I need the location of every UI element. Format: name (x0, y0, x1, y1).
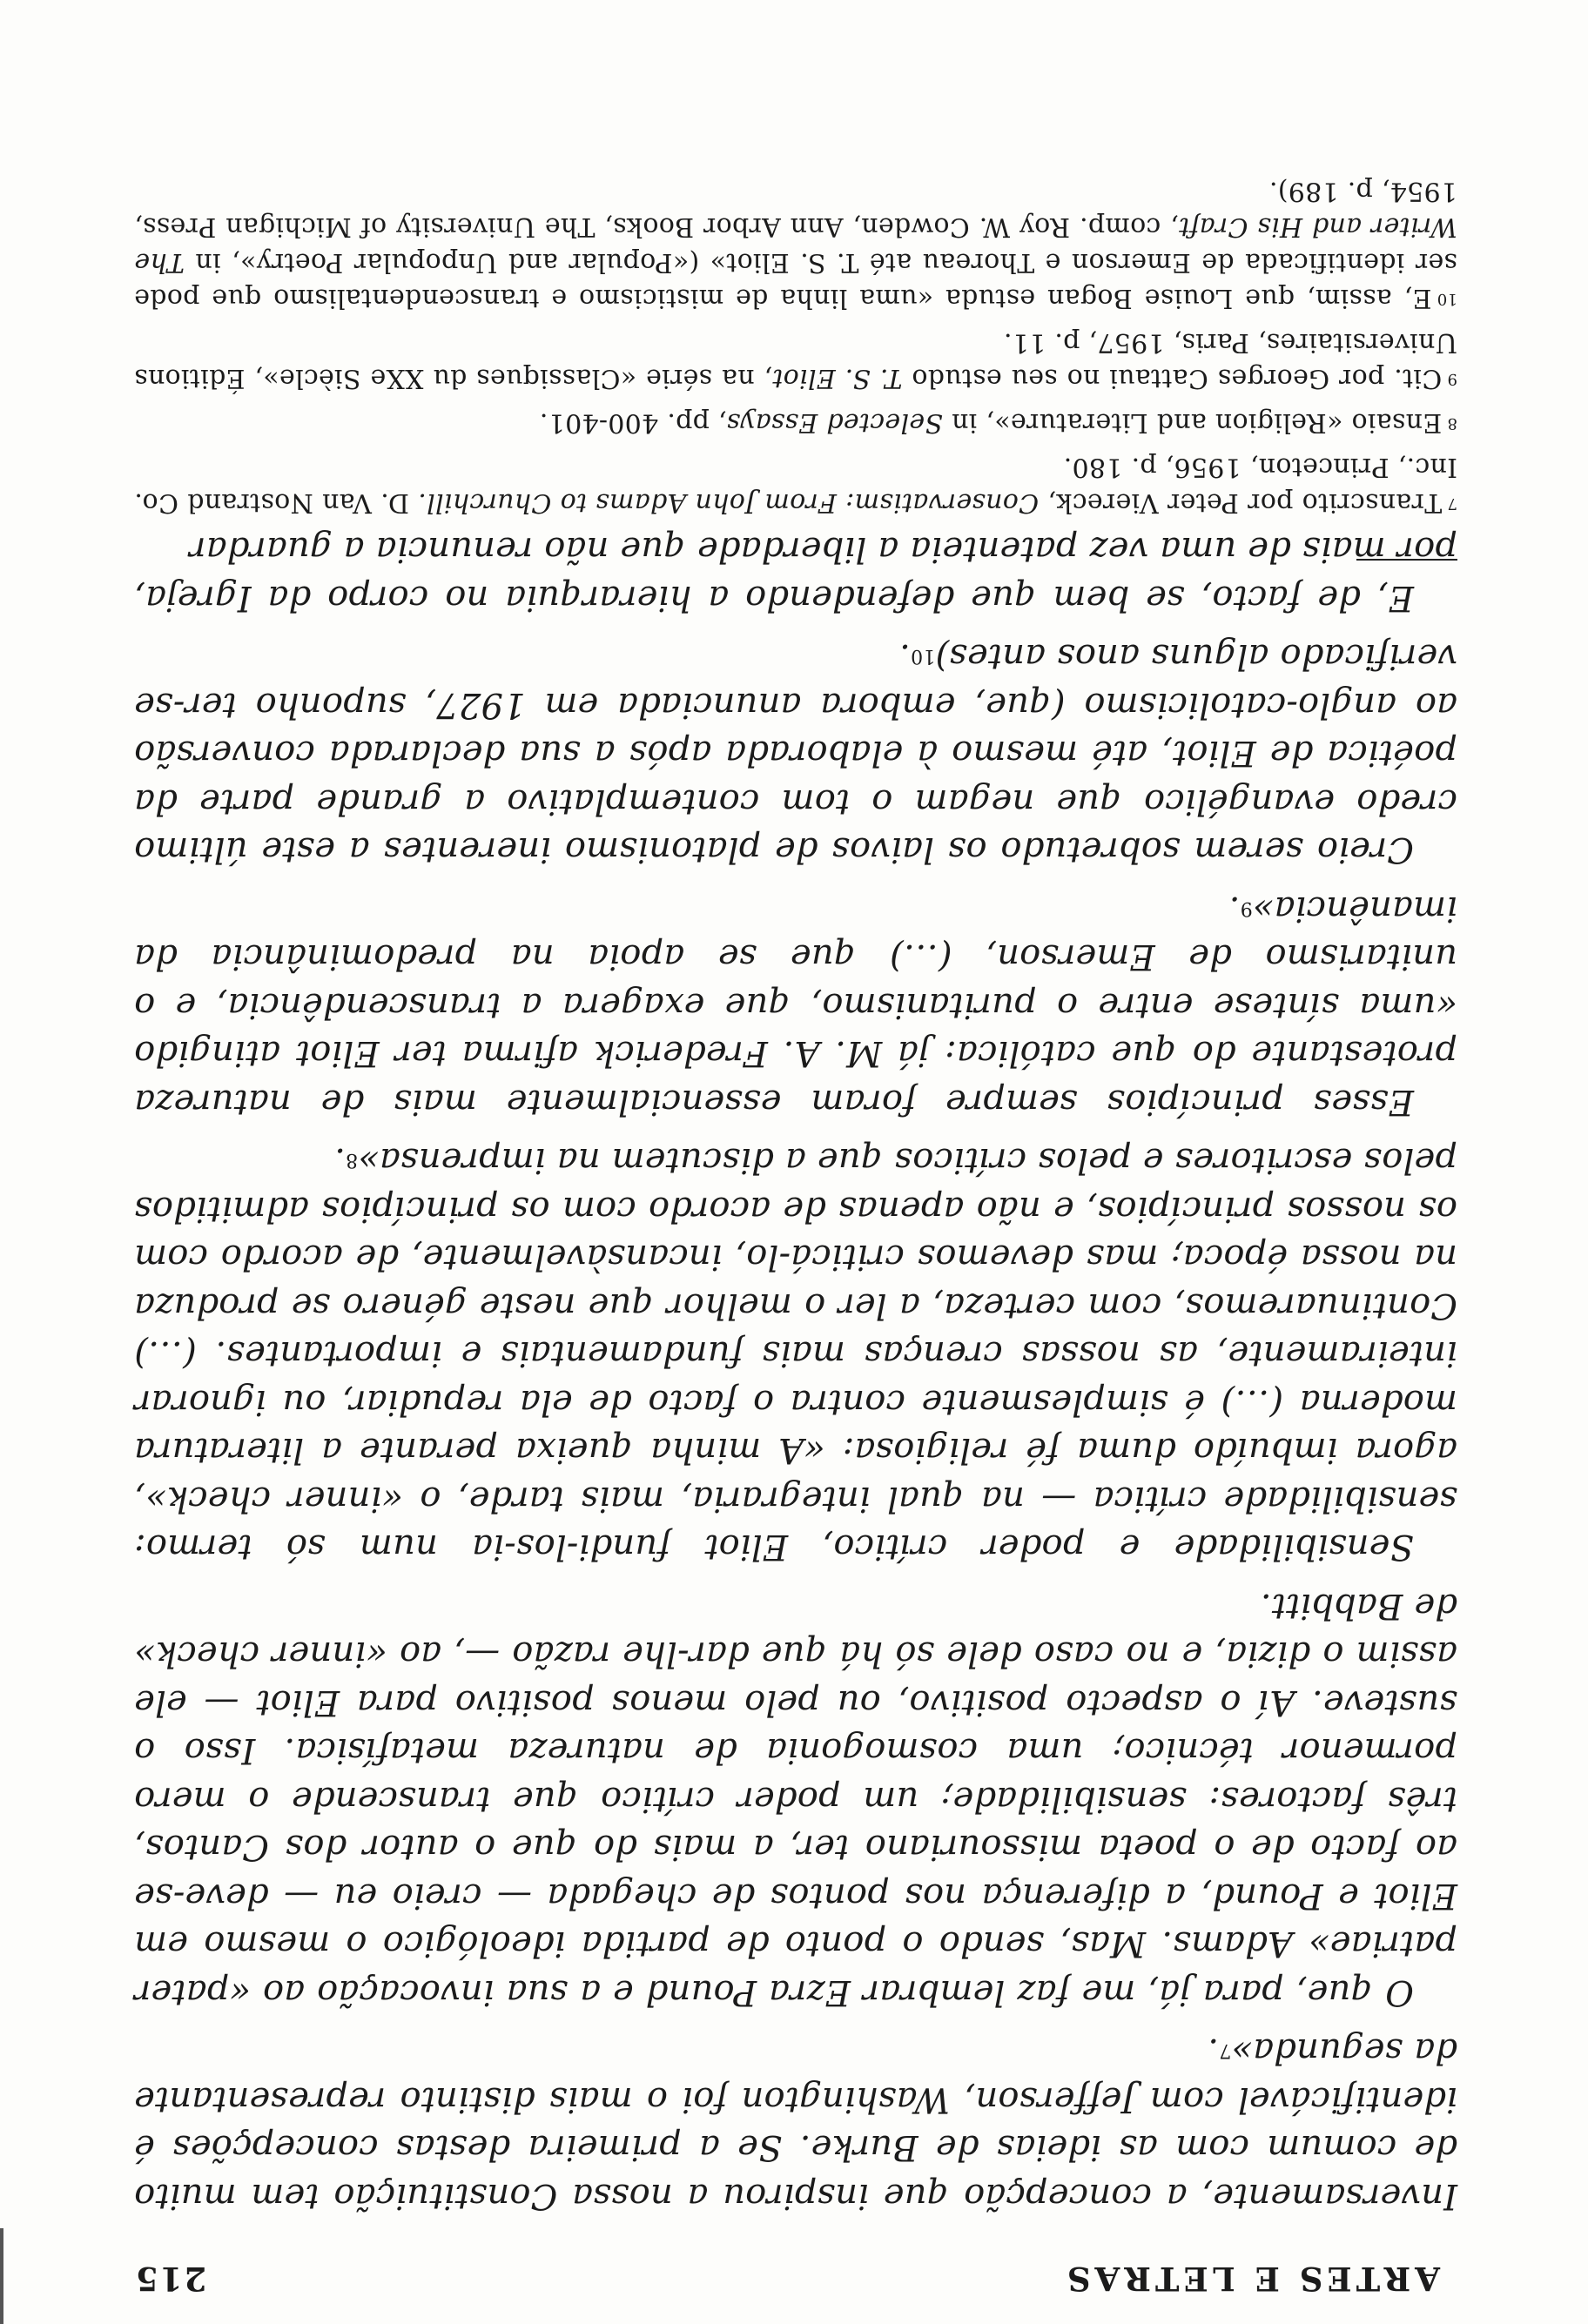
paragraph-3 (134, 1136, 1457, 1571)
footnote-title: T. S. Eliot (772, 363, 903, 393)
paragraph-1-end: . (1208, 2031, 1220, 2072)
footnote-text: Transcrito por Peter Viereck, (1039, 487, 1443, 518)
footnote-title: Selected Essays (726, 407, 943, 438)
paragraph-1 (134, 2026, 1457, 2220)
footnotes (134, 165, 1457, 521)
footnote-7 (134, 449, 1457, 521)
footnote-text: Cit. por Georges Cattaui no seu estudo (902, 363, 1443, 393)
paragraph-1-text: Inversamente, a concepção que inspirou a nossa Constituição tem muito de comum com as ideias de Burke. Se a primeira destas concepções é identificável com Jefferson, Washington foi o mais distinto representante da segunda» (134, 2031, 1457, 2216)
paragraph-2 (134, 1582, 1457, 2017)
paragraph-3-end: . (334, 1140, 346, 1181)
footnote-10 (134, 173, 1457, 316)
footnote-text: Ensaio «Religion and Literature», in (942, 407, 1443, 438)
scan-edge-line (0, 2228, 3, 2324)
footnote-ref-8: 8 (345, 1149, 359, 1172)
paragraph-4 (134, 884, 1457, 1126)
footnote-number: 10 (1437, 290, 1457, 308)
footnote-text: , comp. Roy W. Cowden, Ann Arbor Books, The University of Michigan Press, 1954, p. 189). (134, 176, 1457, 242)
footnote-number: 7 (1447, 494, 1457, 513)
footnote-ref-7: 7 (1219, 2039, 1232, 2062)
body-text (134, 514, 1457, 2220)
footnote-text: D. Van Nostrand Co. Inc., Princeton, 1956, p. 180. (134, 452, 1457, 518)
paragraph-6 (134, 525, 1457, 621)
footnote-title: The Writer and His Craft (134, 212, 1457, 278)
paragraph-4-end: . (1228, 889, 1241, 929)
paragraph-4-text: Esses princípios sempre foram essencialmente mais de natureza protestante do que católica: já M. A. Frederick afirma ter Eliot atingido «uma síntese entre o puritanismo, que exagera a transcendência, e o unitarismo de Emerson, (…) que se apoia na predominância da imanência» (134, 889, 1457, 1122)
footnote-text: , na série «Classiques du XXe Siècle», Éditions Universitaires, Paris, 1957, p. 11. (134, 327, 1457, 393)
footnote-title: Conservatism: From John Adams to Churchill. (418, 487, 1040, 518)
footnote-separator (1356, 559, 1457, 561)
footnote-text: , pp. 400-401. (539, 407, 727, 438)
paragraph-5 (134, 632, 1457, 874)
footnote-number: 9 (1447, 370, 1457, 388)
page-number: 215 (134, 2260, 207, 2298)
paragraph-3-text: Sensibilidade e poder crítico, Eliot fundi-los-ia num só termo: sensibilidade crítica — na qual integraria, mais tarde, o «inner check», agora imbuído duma fé religiosa: «A minha queixa perante a literatura moderna (…) é simplesmente contra o facto de ela repudiar, ou ignorar inteiramente, as nossas crenças mais fundamentais e importantes. (…) Continuaremos, com certeza, a ler o melhor que neste género se produza na nossa época; mas devemos criticá-lo, incansàvelmente, de acordo com os nossos princípios, e não apenas de acordo com os princípios admitidos pelos escritores e pelos críticos que a discutem na imprensa» (134, 1140, 1457, 1568)
footnote-8 (134, 405, 1457, 440)
running-head: ARTES E LETRAS (1062, 2260, 1440, 2298)
paragraph-6-text: E, de facto, se bem que defendendo a hierarquia no corpo da Igreja, por mais de uma vez patenteia a liberdade que não renuncia a guardar (134, 529, 1457, 618)
page-header (134, 2246, 1440, 2298)
footnote-9 (134, 325, 1457, 396)
paragraph-5-text: Creio serem sobretudo os laivos de platonismo inerentes a este último credo evangélico que negam o tom contemplativo a grande parte da poética de Eliot, até mesmo à elaborada após a sua declarada conversão ao anglo-catolicismo (que, embora anunciada em 1927, suponho ter-se verificado alguns anos antes) (134, 636, 1457, 870)
paragraph-5-end: . (899, 636, 911, 677)
footnote-number: 8 (1447, 414, 1457, 433)
footnote-ref-10: 10 (910, 645, 936, 668)
footnote-text: E, assim, que Louise Bogan estuda «uma linha de misticismo e transcendentalismo que pode ser identificada de Emerson e Thoreau até T. S. Eliot» («Popular and Unpopular Poetry», in (134, 247, 1457, 313)
paragraph-2-text: O que, para já, me faz lembrar Ezra Pound e a sua invocação ao «pater patriae» Adams. Mas, sendo o ponto de partida ideológico o mesmo em Eliot e Pound, a diferença nos pontos de chegada — creio eu — deve-se ao facto de o poeta missouriano ter, a mais do que o autor dos Cantos, três factores: sensibilidade; um poder crítico que transcende o mero pormenor técnico; uma cosmogonia de natureza metafísica. Isso o susteve. Aí o aspecto positivo, ou pelo menos positivo para Eliot — ele assim o dizia, e no caso dele só há que dar-lhe razão —, ao «inner check» de Babbitt. (134, 1586, 1457, 2012)
footnote-ref-9: 9 (1240, 897, 1253, 919)
